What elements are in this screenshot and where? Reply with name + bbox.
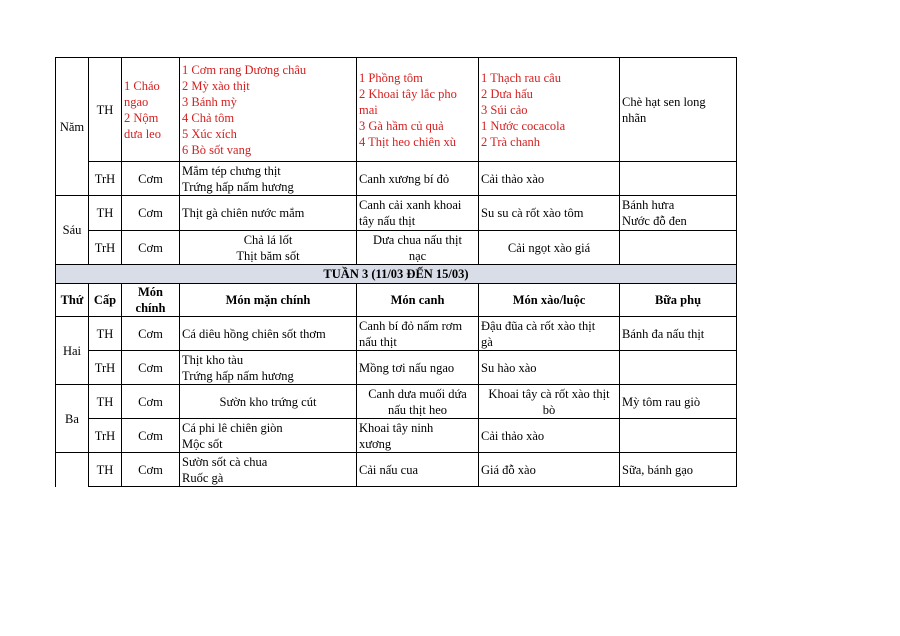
savory-dish-cell: Chả lá lốt Thịt băm sốt	[180, 231, 357, 265]
stirfry-cell: Su hào xào	[479, 351, 620, 385]
savory-dish-cell: Thịt gà chiên nước mắm	[180, 196, 357, 231]
table-row	[56, 231, 737, 265]
main-dish-cell: Cơm	[122, 385, 180, 419]
header-level: Cấp	[89, 284, 122, 317]
soup-cell: Canh dưa muối dứa nấu thịt heo	[357, 385, 479, 419]
snack-cell	[620, 162, 737, 196]
savory-dish-cell: Sườn sốt cà chua Ruốc gà	[180, 453, 357, 487]
snack-cell	[620, 419, 737, 453]
level-cell: TH	[89, 317, 122, 351]
table-row	[56, 419, 737, 453]
main-dish-cell: Cơm	[122, 162, 180, 196]
main-dish-cell: Cơm	[122, 453, 180, 487]
soup-cell: Dưa chua nấu thịt nạc	[357, 231, 479, 265]
soup-cell: Mồng tơi nấu ngao	[357, 351, 479, 385]
level-cell: TrH	[89, 231, 122, 265]
week-row	[56, 265, 737, 284]
day-cell: Năm	[56, 58, 89, 196]
savory-dish-cell: Thịt kho tàu Trứng hấp nấm hương	[180, 351, 357, 385]
level-cell: TrH	[89, 419, 122, 453]
savory-dish-cell: Cá phi lê chiên giòn Mộc sốt	[180, 419, 357, 453]
soup-cell: Canh bí đỏ nấm rơm nấu thịt	[357, 317, 479, 351]
stirfry-cell: Khoai tây cà rốt xào thịt bò	[479, 385, 620, 419]
soup-cell: Canh cải xanh khoai tây nấu thịt	[357, 196, 479, 231]
header-row	[56, 284, 737, 317]
soup-cell: Khoai tây ninh xương	[357, 419, 479, 453]
main-dish-cell: Cơm	[122, 231, 180, 265]
stirfry-cell: 1 Thạch rau câu 2 Dưa hấu 3 Súi cảo 1 Nước cocacola 2 Trà chanh	[479, 58, 620, 162]
table-row	[56, 317, 737, 351]
table-row	[56, 196, 737, 231]
day-cell: Ba	[56, 385, 89, 453]
header-snack: Bữa phụ	[620, 284, 737, 317]
main-dish-cell: 1 Cháo ngao 2 Nộm dưa leo	[122, 58, 180, 162]
stirfry-cell: Su su cà rốt xào tôm	[479, 196, 620, 231]
day-cell: Hai	[56, 317, 89, 385]
savory-dish-cell: 1 Cơm rang Dương châu 2 Mỳ xào thịt 3 Bánh mỳ 4 Chả tôm 5 Xúc xích 6 Bò sốt vang	[180, 58, 357, 162]
snack-cell: Bánh đa nấu thịt	[620, 317, 737, 351]
stirfry-cell: Giá đỗ xào	[479, 453, 620, 487]
snack-cell	[620, 351, 737, 385]
header-stirfry: Món xào/luộc	[479, 284, 620, 317]
stirfry-cell: Cải thảo xào	[479, 419, 620, 453]
table-row	[56, 351, 737, 385]
table-row	[56, 162, 737, 196]
savory-dish-cell: Mắm tép chưng thịt Trứng hấp nấm hương	[180, 162, 357, 196]
header-main-dish: Món chính	[122, 284, 180, 317]
snack-cell: Sữa, bánh gạo	[620, 453, 737, 487]
soup-cell: Cải nấu cua	[357, 453, 479, 487]
day-cell: Sáu	[56, 196, 89, 265]
header-day: Thứ	[56, 284, 89, 317]
table-row	[56, 385, 737, 419]
snack-cell	[620, 231, 737, 265]
soup-cell: 1 Phồng tôm 2 Khoai tây lắc pho mai 3 Gà hầm củ quả 4 Thịt heo chiên xù	[357, 58, 479, 162]
table-row	[56, 453, 737, 487]
week-title: TUẦN 3 (11/03 ĐẾN 15/03)	[56, 265, 737, 284]
main-dish-cell: Cơm	[122, 351, 180, 385]
level-cell: TrH	[89, 162, 122, 196]
header-savory-dish: Món mặn chính	[180, 284, 357, 317]
stirfry-cell: Cải thảo xào	[479, 162, 620, 196]
soup-cell: Canh xương bí đỏ	[357, 162, 479, 196]
main-dish-cell: Cơm	[122, 419, 180, 453]
level-cell: TH	[89, 385, 122, 419]
table-row	[56, 58, 737, 162]
savory-dish-cell: Cá diêu hồng chiên sốt thơm	[180, 317, 357, 351]
level-cell: TrH	[89, 351, 122, 385]
stirfry-cell: Cải ngọt xào giá	[479, 231, 620, 265]
header-soup: Món canh	[357, 284, 479, 317]
main-dish-cell: Cơm	[122, 317, 180, 351]
level-cell: TH	[89, 58, 122, 162]
level-cell: TH	[89, 453, 122, 487]
level-cell: TH	[89, 196, 122, 231]
day-cell	[56, 453, 89, 487]
snack-cell: Mỳ tôm rau giò	[620, 385, 737, 419]
stirfry-cell: Đậu đũa cà rốt xào thịt gà	[479, 317, 620, 351]
menu-table	[55, 57, 737, 487]
snack-cell: Bánh hưra Nước đỗ đen	[620, 196, 737, 231]
snack-cell: Chè hạt sen long nhãn	[620, 58, 737, 162]
savory-dish-cell: Sườn kho trứng cút	[180, 385, 357, 419]
main-dish-cell: Cơm	[122, 196, 180, 231]
